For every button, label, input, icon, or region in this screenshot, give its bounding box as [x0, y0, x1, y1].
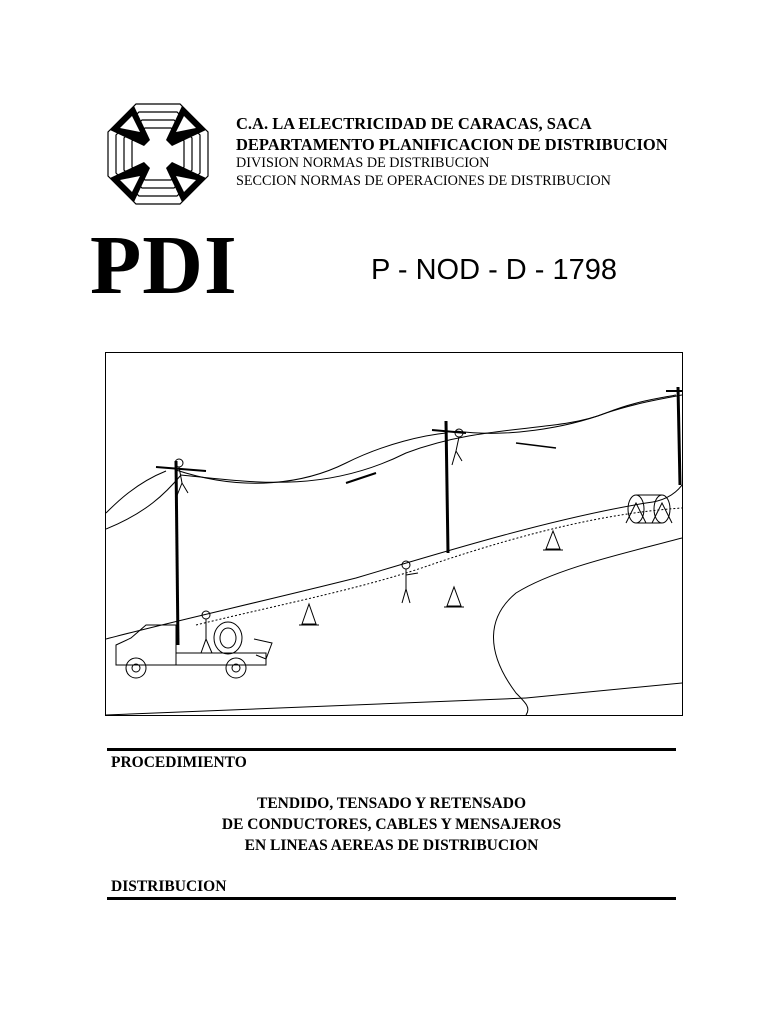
section-name: SECCION NORMAS DE OPERACIONES DE DISTRIBUCION	[236, 173, 611, 189]
bottom-rule	[107, 897, 676, 900]
line-stringing-scene-icon	[106, 353, 682, 715]
company-name: C.A. LA ELECTRICIDAD DE CARACAS, SACA	[236, 114, 592, 133]
doc-title-line-2: DE CONDUCTORES, CABLES Y MENSAJEROS	[221, 816, 562, 833]
department-name: DEPARTAMENTO PLANIFICACION DE DISTRIBUCION	[236, 135, 668, 154]
doc-title-line-1: TENDIDO, TENSADO Y RETENSADO	[256, 795, 526, 812]
top-rule	[107, 748, 676, 751]
doc-type-label: PROCEDIMIENTO	[111, 754, 247, 771]
company-logo-icon	[106, 102, 210, 206]
doc-area-label: DISTRIBUCION	[111, 878, 227, 895]
doc-title-line-3: EN LINEAS AEREAS DE DISTRIBUCION	[244, 837, 539, 854]
illustration-frame	[105, 352, 683, 716]
division-name: DIVISION NORMAS DE DISTRIBUCION	[236, 155, 490, 171]
doc-code: P - NOD - D - 1798	[371, 254, 618, 286]
doc-abbrev: PDI	[90, 219, 238, 312]
